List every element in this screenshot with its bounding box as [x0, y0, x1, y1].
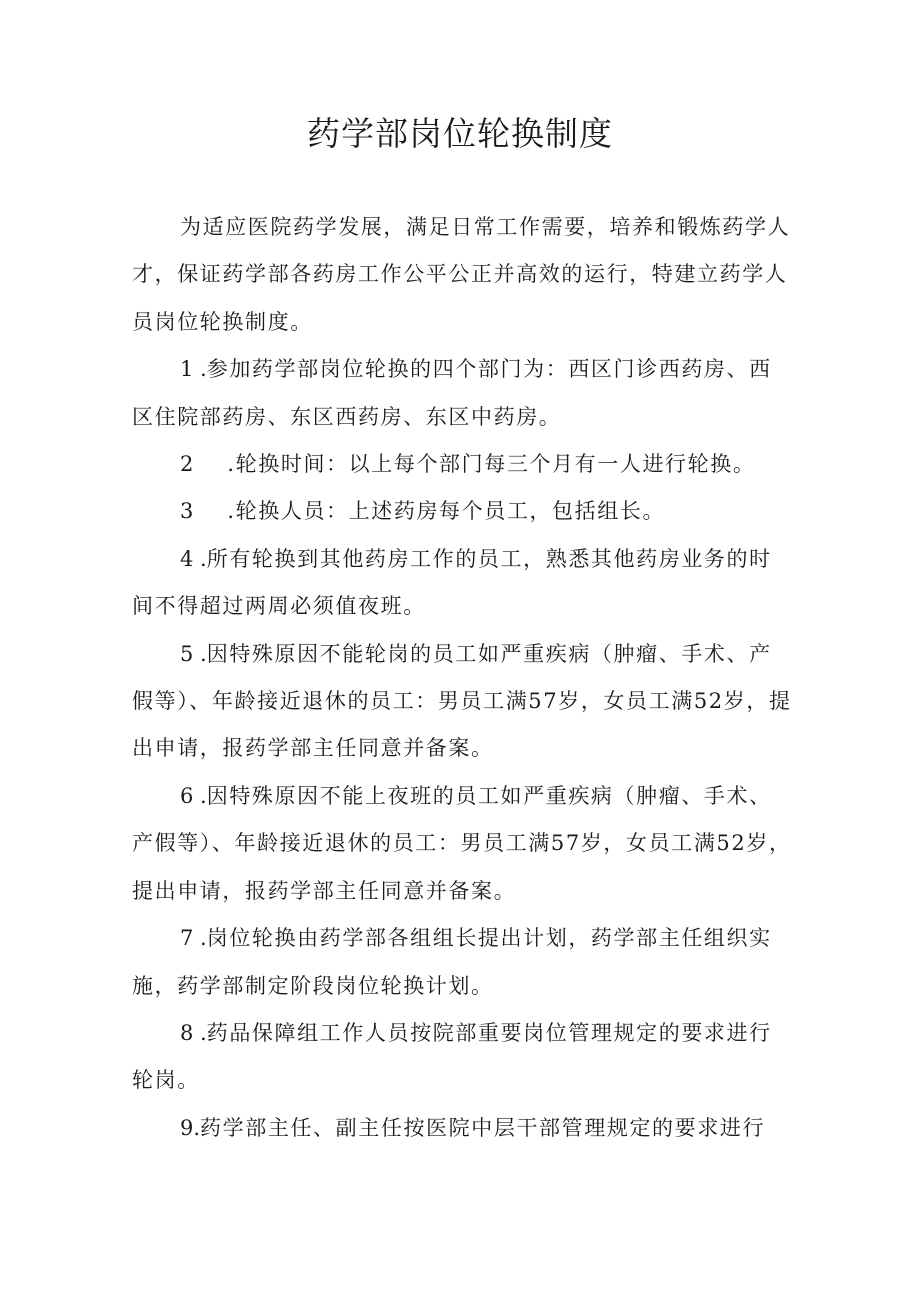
clause-3 — [132, 488, 792, 535]
clause-number: 9. — [180, 1115, 201, 1140]
clause-text: 药品保障组工作人员按院部重要岗位管理规定的要求进行轮岗。 — [132, 1020, 772, 1093]
clause-9 — [132, 1105, 792, 1152]
clause-5 — [132, 631, 792, 773]
clause-number: 3 — [180, 499, 194, 524]
paragraph-text: 为适应医院药学发展，满足日常工作需要，培养和锻炼药学人才，保证药学部各药房工作公平公正并高效的运行，特建立药学人员岗位轮换制度。 — [132, 215, 791, 334]
clause-text: 因特殊原因不能轮岗的员工如严重疾病（肿瘤、手术、产假等）、年龄接近退休的员工：男员工满57岁，女员工满52岁，提出申请，报药学部主任同意并备案。 — [132, 641, 792, 761]
clause-text: 岗位轮换由药学部各组组长提出计划，药学部主任组织实施，药学部制定阶段岗位轮换计划。 — [132, 926, 772, 998]
clause-number: 5 . — [180, 641, 207, 666]
clause-number: 8 . — [180, 1020, 207, 1045]
clause-number: 1 . — [180, 357, 207, 382]
clause-text: .轮换时间：以上每个部门每三个月有一人进行轮换。 — [227, 452, 756, 477]
clause-7 — [132, 915, 792, 1010]
clause-1 — [132, 346, 792, 441]
clause-8 — [132, 1010, 792, 1105]
clause-text: .轮换人员：上述药房每个员工，包括组长。 — [227, 499, 666, 524]
document-title: 药学部岗位轮换制度 — [307, 114, 613, 153]
clause-number: 6 . — [180, 783, 207, 808]
intro-paragraph — [132, 204, 792, 346]
clause-text: 参加药学部岗位轮换的四个部门为：西区门诊西药房、西区住院部药房、东区西药房、东区中药房。 — [132, 357, 772, 429]
clause-6 — [132, 773, 792, 915]
clause-number: 7 . — [180, 926, 207, 951]
document-body — [132, 204, 792, 1152]
clause-number: 4 . — [180, 546, 207, 571]
clause-2 — [132, 441, 792, 488]
clause-text: 所有轮换到其他药房工作的员工，熟悉其他药房业务的时间不得超过两周必须值夜班。 — [132, 546, 772, 619]
clause-text: 因特殊原因不能上夜班的员工如严重疾病（肿瘤、手术、产假等）、年龄接近退休的员工：男员工满57岁，女员工满52岁，提出申请，报药学部主任同意并备案。 — [132, 783, 792, 903]
clause-4 — [132, 536, 792, 631]
clause-text: 药学部主任、副主任按医院中层干部管理规定的要求进行 — [200, 1115, 766, 1140]
clause-number: 2 — [180, 452, 194, 477]
